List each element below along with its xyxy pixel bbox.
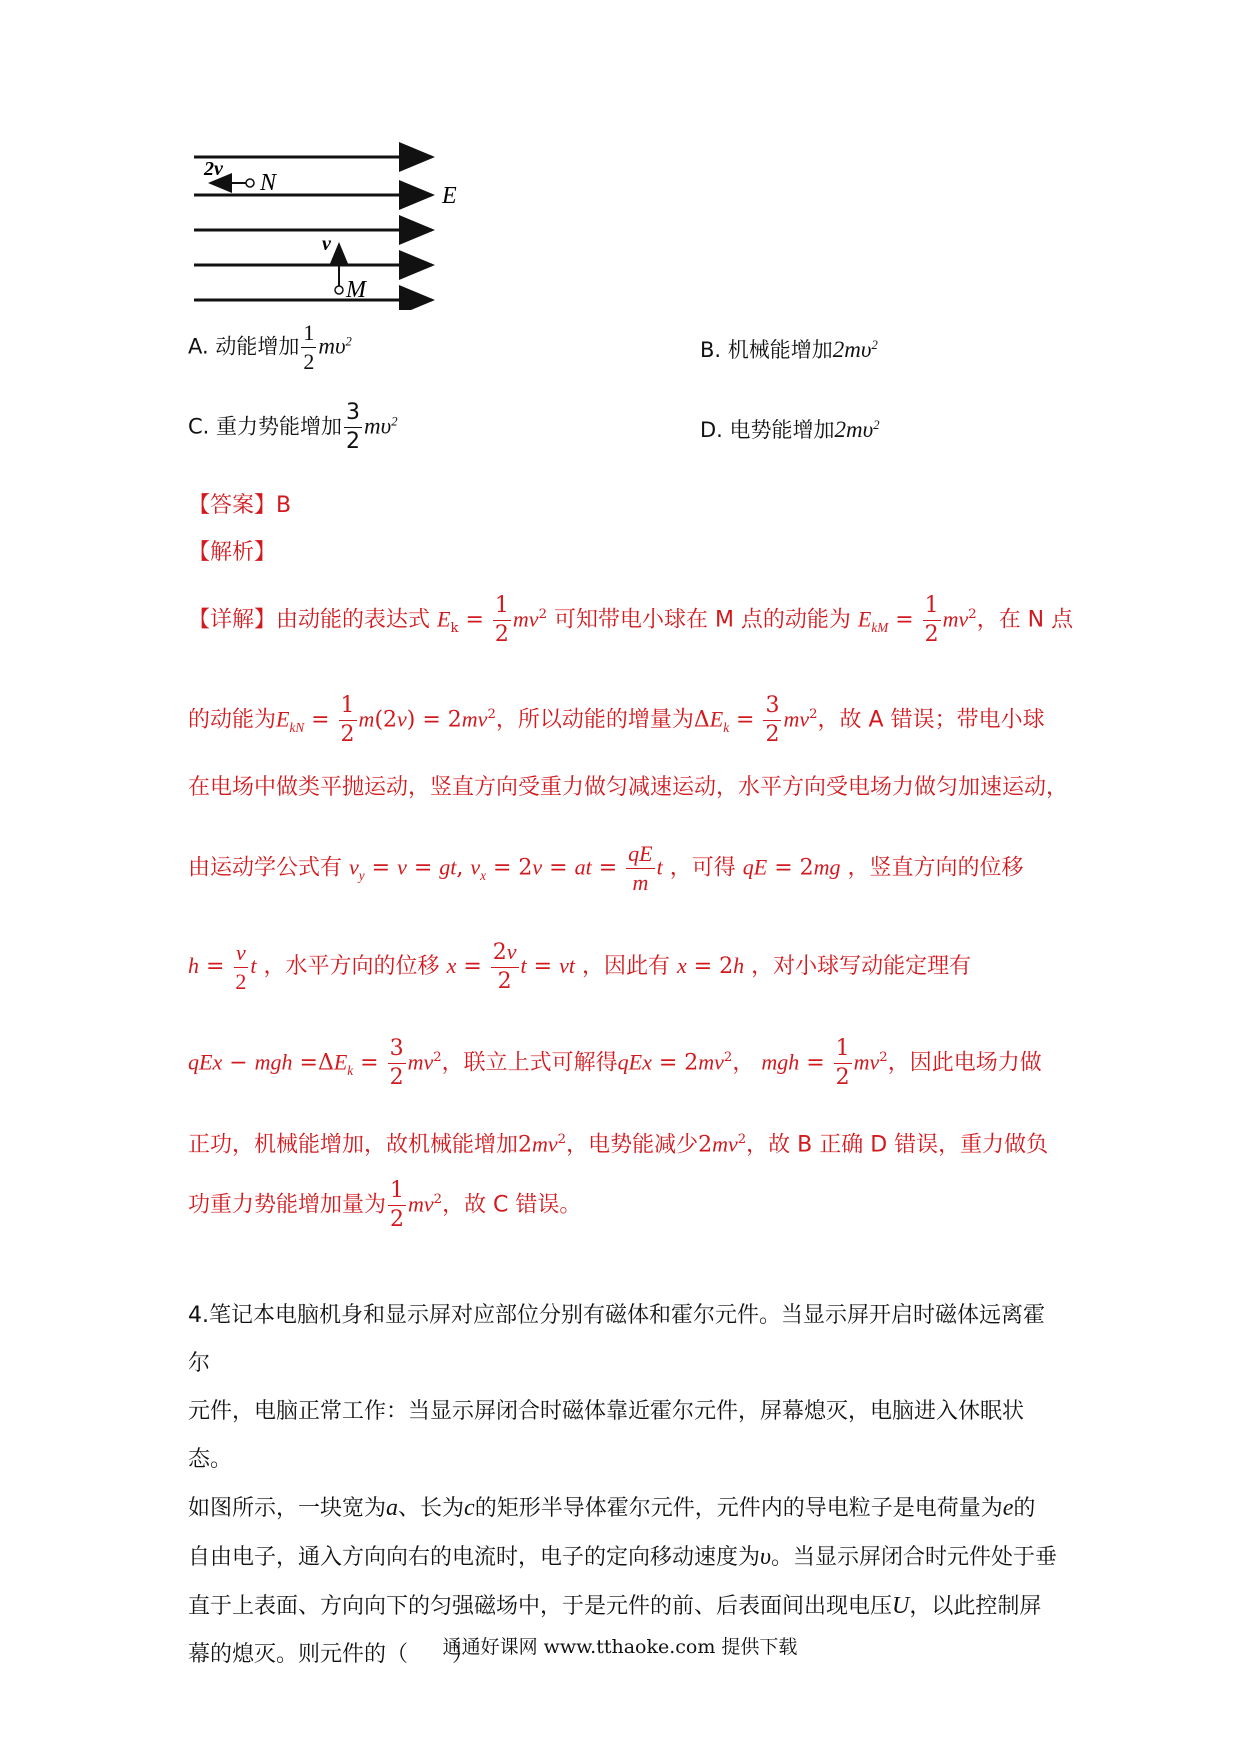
option-a: A. 动能增加 $\frac{1}{2}$ $m\upsilon^2$ bbox=[188, 320, 352, 374]
detail-line-1: 【详解】由动能的表达式 $E_k$ = $\frac{1}{2}$ $mv^2$ 可知带电小球在 M 点的动能为 $E_{kM}$ = $\frac{1}{2}$ $mv^2$，在 N 点 bbox=[188, 593, 1074, 647]
option-b: B. 机械能增加$2m\upsilon^2$ bbox=[700, 337, 878, 362]
detail-line-3: 在电场中做类平抛运动，竖直方向受重力做匀减速运动，水平方向受电场力做匀加速运动， bbox=[188, 775, 1069, 800]
q4-line-3: 如图所示，一块宽为a、长为c的矩形半导体霍尔元件，元件内的导电粒子是电荷量为e的 bbox=[188, 1495, 1036, 1521]
option-c: C. 重力势能增加 $\frac{3}{2}$ $m\upsilon^2$ bbox=[188, 400, 398, 454]
detail-line-7: 正功，机械能增加，故机械能增加$2mv^2$，电势能减少$2mv^2$，故 B 正确 D 错误，重力做负 bbox=[188, 1131, 1049, 1158]
q4-line-6: 幕的熄灭。则元件的（ ） bbox=[188, 1642, 475, 1667]
point-M bbox=[335, 286, 343, 294]
option-d: D. 电势能增加$2m\upsilon^2$ bbox=[700, 417, 880, 442]
label-M: M bbox=[346, 277, 366, 303]
label-N: N bbox=[260, 170, 277, 196]
q4-line-2: 元件，电脑正常工作：当显示屏闭合时磁体靠近霍尔元件，屏幕熄灭，电脑进入休眠状态。 bbox=[188, 1399, 1025, 1472]
analysis-tag: 【解析】 bbox=[188, 540, 277, 565]
detail-line-8: 功重力势能增加量为 $\frac{1}{2}$ $mv^2$，故 C 错误。 bbox=[188, 1178, 582, 1232]
point-N bbox=[246, 179, 254, 187]
q4-line-4: 自由电子，通入方向向右的电流时，电子的定向移动速度为υ。当显示屏闭合时元件处于垂 bbox=[188, 1544, 1058, 1570]
label-v: v bbox=[322, 233, 331, 255]
q4-line-5: 直于上表面、方向向下的匀强磁场中，于是元件的前、后表面间出现电压U，以此控制屏 bbox=[188, 1593, 1042, 1619]
detail-line-4: 由运动学公式有 $v_y = v$ = gt, $v_x = 2v$ = at = $\frac{qE}{m}$ t ，可得 qE = 2mg ，竖直方向的位移 bbox=[188, 841, 1024, 895]
label-E: E bbox=[442, 183, 457, 209]
question-4 bbox=[188, 1292, 1058, 1679]
detail-line-5: h = $\frac{v}{2}$ t ，水平方向的位移 x = $\frac{2v}{2}$ t = vt ，因此有 x = 2h ，对小球写动能定理有 bbox=[188, 939, 972, 994]
detail-line-2: 的动能为$E_{kN}$ = $\frac{1}{2}$ $m(2v) = 2mv^2$，所以动能的增量为$\Delta E_k$ = $\frac{3}{2}$ $mv^2$，故 A 错误；带电小球 bbox=[188, 693, 1045, 747]
electric-field-figure bbox=[180, 140, 480, 310]
label-2v: 2v bbox=[204, 158, 223, 180]
page-footer: 通通好课网 www.tthaoke.com 提供下载 bbox=[442, 1636, 798, 1658]
answer-line: 【答案】B bbox=[188, 493, 292, 518]
detail-line-6: qEx − mgh $=\Delta E_k$ = $\frac{3}{2}$ $mv^2$，联立上式可解得qEx = $2mv^2$， mgh = $\frac{1}{2}$ $mv^2$，因此电场力做 bbox=[188, 1036, 1042, 1090]
q4-line-1: 4.笔记本电脑机身和显示屏对应部位分别有磁体和霍尔元件。当显示屏开启时磁体远离霍尔 bbox=[188, 1303, 1045, 1376]
